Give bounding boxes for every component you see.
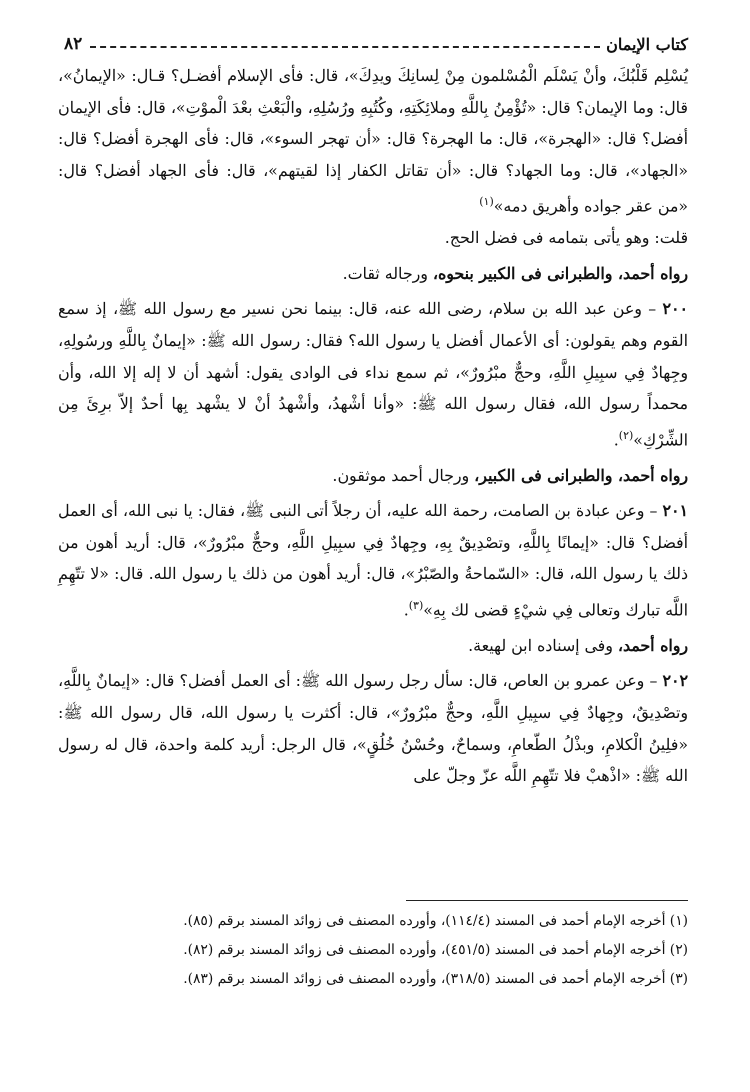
paragraph-hadith-200: ٢٠٠ – وعن عبد الله بن سلام، رضى الله عنه، قال: بينما نحن نسير مع رسول الله ﷺ، إذ سمع القوم وهم يقولون: أى الأعمال أفضل يا رسول الله؟ فقال: رسول الله ﷺ: «إيمانٌ بِاللَّهِ ورسُولِهِ، وجِهادٌ فِي سبِيلِ اللَّهِ، وحجٌّ مبْرُورٌ»، ثم سمع نداء فى الوادى يقول: أشهد أن لا إله إلا الله، وأن محمداً رسول الله، فقال رسول الله ﷺ: «وأنا أشْهدُ، وأشْهدُ أنْ لا يشْهد بِها أحدٌ إلاّ برِئَ مِن الشِّرْكِ»$^{(٢)}$. bbox=[58, 299, 688, 450]
paragraph-source: رواه أحمد، وفى إسناده ابن لهيعة. bbox=[468, 635, 688, 655]
footnote: (٣) أخرجه الإمام أحمد فى المسند (٣١٨/٥)، وأورده المصنف فى زوائد المسند برقم (٨٣). bbox=[183, 970, 688, 987]
hadith-number: ٢٠٠ bbox=[662, 299, 688, 319]
footnotes bbox=[58, 907, 688, 994]
page-header bbox=[58, 28, 688, 54]
page-body bbox=[58, 60, 688, 792]
book-title: كتاب الإيمان bbox=[606, 35, 688, 54]
footnote-ref-2: (٢) bbox=[618, 428, 634, 442]
footnote-ref-1: (١) bbox=[479, 195, 494, 209]
paragraph-hadith-201: ٢٠١ – وعن عبادة بن الصامت، رحمة الله عليه، أن رجلاً أتى النبى ﷺ، فقال: يا نبى الله، أى العمل أفضل؟ قال: «إيمانًا بِاللَّهِ، وتصْدِيقٌ بِهِ، وجِهادٌ فِي سبِيلِ اللَّهِ، وحجٌّ مبْرُورٌ»، قال: أريد أهون من ذلك يا رسول الله، قال: «السّماحةُ والصّبْرُ»، قال: أريد أهون من ذلك يا رسول الله. قال: «لا تتّهِمِ اللَّه تبارك وتعالى فِي شيْءٍ قضى لك بِهِ»$^{(٣)}$. bbox=[58, 501, 688, 620]
paragraph-note: قلت: وهو يأتى بتمامه فى فضل الحج. bbox=[444, 228, 688, 248]
hadith-number: ٢٠١ bbox=[662, 501, 688, 521]
footnote-separator bbox=[406, 900, 688, 901]
hadith-number: ٢٠٢ bbox=[662, 671, 688, 691]
paragraph-source: رواه أحمد، والطبرانى فى الكبير بنحوه، ورجاله ثقات. bbox=[342, 263, 688, 283]
page-number: ٨٢ bbox=[64, 34, 83, 54]
footnote-ref-3: (٣) bbox=[408, 599, 424, 613]
paragraph-hadith-202: ٢٠٢ – وعن عمرو بن العاص، قال: سأل رجل رسول الله ﷺ: أى العمل أفضل؟ قال: «إيمانٌ بِاللَّهِ، وتصْدِيقٌ، وجِهادٌ فِي سبِيلِ اللَّهِ، وحجٌّ مبْرُورٌ»، قال: أكثرت يا رسول الله، قال رسول الله ﷺ: «فلِينُ الْكلامِ، وبذْلُ الطّعامِ، وسماحٌ، وحُسْنُ خُلُقٍ»، قال الرجل: أريد كلمة واحدة، قال له رسول الله ﷺ: «اذْهبْ فلا تتّهِمِ اللَّه عزّ وجلّ على bbox=[58, 671, 688, 786]
paragraph-source: رواه أحمد، والطبرانى فى الكبير، ورجال أحمد موثقون. bbox=[332, 465, 688, 485]
paragraph-hadith-continuation: يُسْلِم قَلْبُكَ، وأنْ يَسْلَم الْمُسْلمون مِنْ لِسانِكَ ويدِكَ»، قال: فأى الإسلام أفضـل؟ قـال: «الإيمانُ»، قال: وما الإيمان؟ قال: «تُؤْمِنُ بِاللَّهِ وملائِكَتِهِ، وكُتُبِهِ ورُسُلِهِ، والْبَعْثِ بعْدَ الْموْتِ»، قال: فأى الإيمان أفضل؟ قال: «الهجرة»، قال: ما الهجرة؟ قال: «أن تهجر السوء»، قال: فأى الهجرة أفضل؟ قال: «الجهاد»، قال: وما الجهاد؟ قال: «أن تقاتل الكفار إذا لقيتهم»، قال: فأى الجهاد أفضل؟ قال: «من عقر جواده وأهريق دمه»$^{(١)}$ bbox=[58, 66, 688, 216]
footnote: (١) أخرجه الإمام أحمد فى المسند (١١٤/٤)، وأورده المصنف فى زوائد المسند برقم (٨٥). bbox=[183, 912, 688, 929]
header-dashed-rule bbox=[90, 46, 600, 48]
footnote: (٢) أخرجه الإمام أحمد فى المسند (٤٥١/٥)، وأورده المصنف فى زوائد المسند برقم (٨٢). bbox=[183, 941, 688, 958]
